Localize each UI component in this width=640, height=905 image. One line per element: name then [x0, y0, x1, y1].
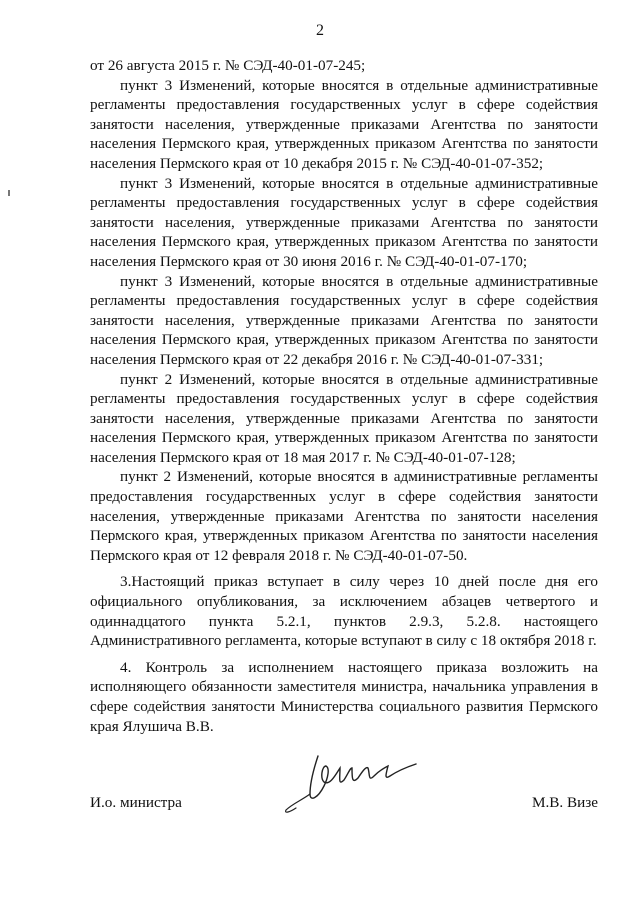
document-body	[90, 56, 598, 736]
paragraph-clause-3: 3.Настоящий приказ вступает в силу через 10 дней после дня его официального опубликования, за исключением абзацев четвертого и одиннадцатого пункта 5.2.1, пунктов 2.9.3, 5.2.8. настоящего Административного регламента, которые вступают в силу с 18 октября 2018 г.	[90, 573, 598, 650]
paragraph-item-4: пункт 2 Изменений, которые вносятся в отдельные административные регламенты предоставления государственных услуг в сфере содействия занятости населения, утвержденные приказами Агентства по занятости населения Пермского края, утвержденных приказом Агентства по занятости населения Пермского края от 18 мая 2017 г. № СЭД-40-01-07-128;	[90, 370, 598, 466]
paragraph-item-3: пункт 3 Изменений, которые вносятся в отдельные административные регламенты предоставления государственных услуг в сфере содействия занятости населения, утвержденные приказами Агентства по занятости населения Пермского края, утвержденных приказом Агентства по занятости населения Пермского края от 22 декабря 2016 г. № СЭД-40-01-07-331;	[90, 272, 598, 368]
signatory-title: И.о. министра	[90, 794, 182, 811]
paragraph-continuation: от 26 августа 2015 г. № СЭД-40-01-07-245;	[90, 57, 366, 74]
scan-mark	[8, 190, 10, 196]
handwritten-signature	[280, 738, 430, 818]
paragraph-item-5: пункт 2 Изменений, которые вносятся в административные регламенты предоставления государственных услуг в сфере содействия занятости населения, утвержденные приказами Агентства по занятости населения Пермского края, утвержденных приказом Агентства по занятости населения Пермского края от 12 февраля 2018 г. № СЭД-40-01-07-50.	[90, 468, 598, 564]
paragraph-item-2: пункт 3 Изменений, которые вносятся в отдельные административные регламенты предоставления государственных услуг в сфере содействия занятости населения, утвержденные приказами Агентства по занятости населения Пермского края, утвержденных приказом Агентства по занятости населения Пермского края от 30 июня 2016 г. № СЭД-40-01-07-170;	[90, 174, 598, 270]
signatory-name: М.В. Визе	[531, 794, 598, 811]
paragraph-clause-4: 4. Контроль за исполнением настоящего приказа возложить на исполняющего обязанности заместителя министра, начальника управления в сфере содействия занятости Министерства социального развития Пермского края Ялушича В.В.	[90, 658, 598, 735]
page-number: 2	[316, 22, 324, 39]
paragraph-item-1: пункт 3 Изменений, которые вносятся в отдельные административные регламенты предоставления государственных услуг в сфере содействия занятости населения, утвержденные приказами Агентства по занятости населения Пермского края, утвержденных приказом Агентства по занятости населения Пермского края от 10 декабря 2015 г. № СЭД-40-01-07-352;	[90, 76, 598, 172]
